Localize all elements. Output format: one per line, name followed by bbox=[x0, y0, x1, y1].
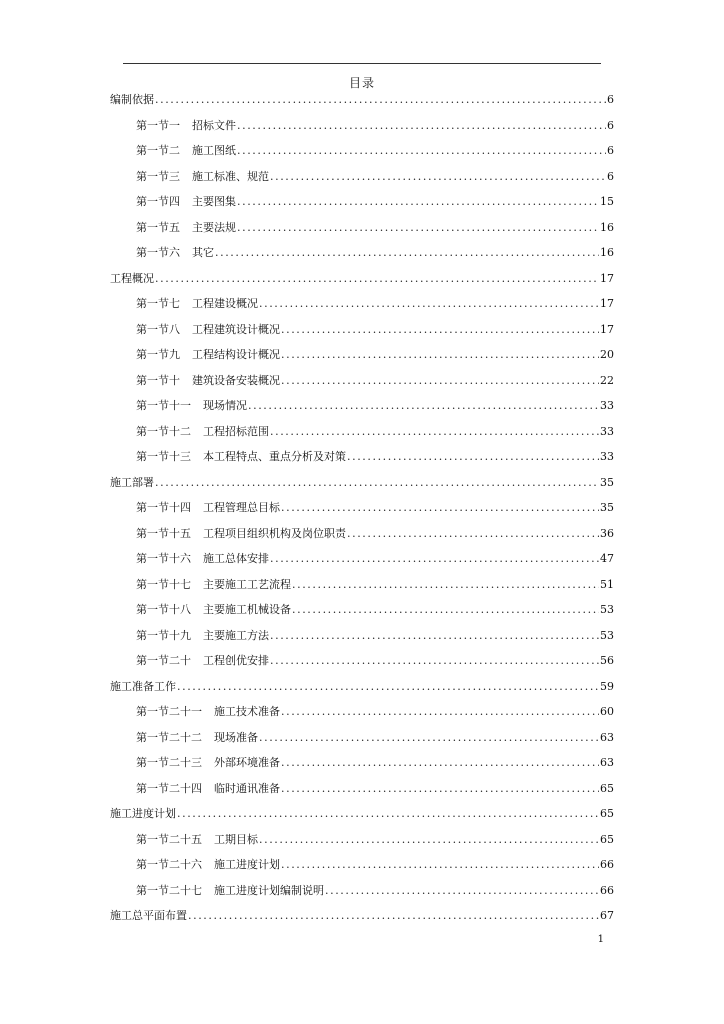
toc-entry-text: 工程管理总目标 bbox=[203, 501, 280, 514]
toc-section-entry[interactable] bbox=[136, 779, 614, 799]
toc-dot-leader bbox=[237, 192, 599, 212]
toc-dot-leader bbox=[259, 294, 599, 314]
toc-section-entry[interactable] bbox=[136, 855, 614, 875]
toc-section-number: 第一节十二 bbox=[136, 424, 191, 438]
toc-section-number: 第一节二十二 bbox=[136, 730, 202, 744]
toc-dot-leader bbox=[270, 651, 599, 671]
toc-dot-leader bbox=[259, 728, 599, 748]
toc-entry-label bbox=[136, 524, 346, 544]
toc-entry-text: 建筑设备安装概况 bbox=[192, 373, 280, 387]
toc-entry-label bbox=[136, 651, 269, 671]
toc-entry-label bbox=[136, 116, 236, 136]
toc-entry-label bbox=[136, 167, 269, 187]
toc-dot-leader bbox=[237, 141, 606, 161]
toc-entry-text: 其它 bbox=[192, 246, 214, 259]
toc-section-entry[interactable] bbox=[136, 422, 614, 442]
toc-dot-leader bbox=[347, 524, 599, 544]
toc-section-number: 第一节九 bbox=[136, 348, 180, 361]
toc-entry-text: 现场情况 bbox=[203, 399, 247, 412]
toc-chapter-entry[interactable] bbox=[110, 269, 614, 289]
toc-dot-leader bbox=[281, 702, 599, 722]
toc-entry-label bbox=[136, 881, 324, 901]
toc-entry-text: 施工进度计划编制说明 bbox=[214, 883, 324, 897]
toc-dot-leader bbox=[155, 90, 606, 110]
toc-section-number: 第一节十三 bbox=[136, 450, 191, 463]
toc-entry-label bbox=[110, 906, 187, 926]
toc-entry-label bbox=[110, 677, 176, 697]
toc-section-number: 第一节六 bbox=[136, 246, 180, 259]
toc-page-number: 6 bbox=[607, 144, 614, 157]
toc-entry-text: 主要法规 bbox=[192, 220, 236, 234]
toc-entry-text: 主要图集 bbox=[192, 195, 236, 208]
toc-entry-text: 工程概况 bbox=[110, 271, 154, 285]
toc-section-number: 第一节四 bbox=[136, 195, 180, 208]
toc-section-entry[interactable] bbox=[136, 702, 614, 722]
toc-entry-label bbox=[136, 498, 280, 518]
toc-section-entry[interactable] bbox=[136, 320, 614, 340]
toc-section-number: 第一节五 bbox=[136, 220, 180, 234]
toc-entry-text: 施工部署 bbox=[110, 475, 154, 489]
toc-page-number: 66 bbox=[600, 858, 614, 871]
toc-section-number: 第一节二十 bbox=[136, 654, 191, 667]
toc-section-entry[interactable] bbox=[136, 218, 614, 238]
toc-page-number: 6 bbox=[607, 169, 614, 183]
toc-entry-text: 现场准备 bbox=[214, 730, 258, 744]
toc-page-number: 16 bbox=[600, 220, 614, 234]
toc-chapter-entry[interactable] bbox=[110, 804, 614, 824]
toc-section-number: 第一节二 bbox=[136, 144, 180, 157]
toc-entry-label bbox=[136, 192, 236, 212]
toc-entry-label bbox=[136, 830, 258, 850]
toc-page-number: 15 bbox=[600, 195, 614, 208]
toc-section-number: 第一节八 bbox=[136, 322, 180, 336]
toc-section-entry[interactable] bbox=[136, 728, 614, 748]
toc-page-number: 65 bbox=[600, 807, 614, 820]
toc-section-number: 第一节十九 bbox=[136, 628, 191, 642]
toc-section-entry[interactable] bbox=[136, 192, 614, 212]
toc-dot-leader bbox=[177, 677, 599, 697]
toc-dot-leader bbox=[155, 269, 599, 289]
toc-entry-text: 施工技术准备 bbox=[214, 705, 280, 718]
toc-section-number: 第一节十 bbox=[136, 373, 180, 387]
toc-section-number: 第一节七 bbox=[136, 297, 180, 310]
toc-section-number: 第一节十七 bbox=[136, 577, 191, 591]
toc-title: 目录 bbox=[348, 76, 375, 90]
toc-section-entry[interactable] bbox=[136, 498, 614, 518]
toc-dot-leader bbox=[281, 498, 599, 518]
toc-section-number: 第一节二十三 bbox=[136, 756, 202, 769]
toc-dot-leader bbox=[270, 167, 606, 187]
toc-section-entry[interactable] bbox=[136, 626, 614, 646]
toc-entry-text: 施工进度计划 bbox=[214, 858, 280, 871]
toc-dot-leader bbox=[188, 906, 599, 926]
toc-entry-label bbox=[136, 600, 291, 620]
toc-dot-leader bbox=[281, 779, 599, 799]
toc-entry-label bbox=[136, 294, 258, 314]
toc-page-number: 33 bbox=[600, 450, 614, 463]
toc-entry-text: 施工总体安排 bbox=[203, 552, 269, 565]
toc-section-entry[interactable] bbox=[136, 396, 614, 416]
toc-page-number: 59 bbox=[600, 679, 614, 693]
toc-section-entry[interactable] bbox=[136, 116, 614, 136]
toc-section-number: 第一节十八 bbox=[136, 603, 191, 616]
toc-chapter-entry[interactable] bbox=[110, 677, 614, 697]
toc-dot-leader bbox=[237, 116, 606, 136]
toc-chapter-entry[interactable] bbox=[110, 473, 614, 493]
toc-dot-leader bbox=[177, 804, 599, 824]
toc-section-number: 第一节二十七 bbox=[136, 883, 202, 897]
toc-dot-leader bbox=[292, 575, 599, 595]
toc-section-entry[interactable] bbox=[136, 575, 614, 595]
toc-page-number: 66 bbox=[600, 883, 614, 897]
toc-entry-text: 工期目标 bbox=[214, 832, 258, 846]
toc-section-entry[interactable] bbox=[136, 753, 614, 773]
toc-entry-text: 工程创优安排 bbox=[203, 654, 269, 667]
toc-entry-text: 工程招标范围 bbox=[203, 424, 269, 438]
toc-entry-text: 编制依据 bbox=[110, 93, 154, 106]
toc-page-number: 60 bbox=[600, 705, 614, 718]
toc-page-number: 35 bbox=[600, 475, 614, 489]
toc-section-number: 第一节十六 bbox=[136, 552, 191, 565]
toc-section-number: 第一节二十五 bbox=[136, 832, 202, 846]
toc-page-number: 6 bbox=[607, 93, 614, 106]
toc-dot-leader bbox=[281, 855, 599, 875]
toc-page-number: 17 bbox=[600, 271, 614, 285]
toc-page-number: 20 bbox=[600, 348, 614, 361]
toc-entry-label bbox=[136, 753, 280, 773]
toc-section-entry[interactable] bbox=[136, 167, 614, 187]
toc-section-number: 第一节二十四 bbox=[136, 781, 202, 795]
toc-dot-leader bbox=[155, 473, 599, 493]
toc-entry-label bbox=[136, 626, 269, 646]
toc-page-number: 33 bbox=[600, 424, 614, 438]
toc-dot-leader bbox=[270, 422, 599, 442]
toc-section-entry[interactable] bbox=[136, 243, 614, 263]
toc-page-number: 65 bbox=[600, 781, 614, 795]
toc-page-number: 63 bbox=[600, 730, 614, 744]
toc-entry-text: 主要施工方法 bbox=[203, 628, 269, 642]
toc-page-number: 53 bbox=[600, 628, 614, 642]
toc-dot-leader bbox=[237, 218, 599, 238]
toc-entry-label bbox=[136, 422, 269, 442]
toc-entry-label bbox=[136, 728, 258, 748]
toc-section-entry[interactable] bbox=[136, 141, 614, 161]
toc-chapter-entry[interactable] bbox=[110, 906, 614, 926]
toc-entry-label bbox=[136, 141, 236, 161]
toc-entry-label bbox=[136, 218, 236, 238]
toc-entry-label bbox=[136, 371, 280, 391]
toc-page-number: 47 bbox=[600, 552, 614, 565]
toc-section-entry[interactable] bbox=[136, 294, 614, 314]
toc-dot-leader bbox=[270, 626, 599, 646]
toc-section-number: 第一节十五 bbox=[136, 526, 191, 540]
toc-section-entry[interactable] bbox=[136, 651, 614, 671]
toc-entry-label bbox=[136, 447, 346, 467]
toc-entry-label bbox=[110, 804, 176, 824]
toc-page-number: 63 bbox=[600, 756, 614, 769]
toc-entry-label bbox=[136, 702, 280, 722]
toc-page-number: 51 bbox=[600, 577, 614, 591]
toc-page-number: 17 bbox=[600, 297, 614, 310]
toc-page-number: 65 bbox=[600, 832, 614, 846]
toc-page-number: 67 bbox=[600, 909, 614, 922]
toc-entry-text: 施工总平面布置 bbox=[110, 909, 187, 922]
toc-page-number: 17 bbox=[600, 322, 614, 336]
toc-page-number: 6 bbox=[607, 118, 614, 132]
toc-entry-label bbox=[136, 243, 214, 263]
toc-page-number: 35 bbox=[600, 501, 614, 514]
toc-entry-text: 工程项目组织机构及岗位职责 bbox=[203, 526, 346, 540]
toc-section-entry[interactable] bbox=[136, 345, 614, 365]
toc-entry-label bbox=[136, 396, 247, 416]
toc-page-number: 16 bbox=[600, 246, 614, 259]
toc-section-entry[interactable] bbox=[136, 549, 614, 569]
toc-section-number: 第一节二十一 bbox=[136, 705, 202, 718]
toc-page-number: 33 bbox=[600, 399, 614, 412]
toc-entry-text: 工程结构设计概况 bbox=[192, 348, 280, 361]
toc-entry-text: 本工程特点、重点分析及对策 bbox=[203, 450, 346, 463]
toc-dot-leader bbox=[281, 753, 599, 773]
header-rule bbox=[123, 63, 601, 64]
toc-entry-text: 招标文件 bbox=[192, 118, 236, 132]
toc-entry-label bbox=[136, 779, 280, 799]
toc-entry-label bbox=[136, 345, 280, 365]
toc-page-number: 56 bbox=[600, 654, 614, 667]
toc-section-entry[interactable] bbox=[136, 881, 614, 901]
toc-section-entry[interactable] bbox=[136, 524, 614, 544]
toc-entry-text: 临时通讯准备 bbox=[214, 781, 280, 795]
toc-entry-text: 施工标准、规范 bbox=[192, 169, 269, 183]
toc-entry-text: 施工图纸 bbox=[192, 144, 236, 157]
toc-entry-text: 工程建设概况 bbox=[192, 297, 258, 310]
toc-page-number: 22 bbox=[600, 373, 614, 387]
toc-section-number: 第一节十一 bbox=[136, 399, 191, 412]
toc-entry-label bbox=[136, 575, 291, 595]
toc-dot-leader bbox=[292, 600, 599, 620]
toc-dot-leader bbox=[259, 830, 599, 850]
toc-dot-leader bbox=[325, 881, 599, 901]
toc-section-entry[interactable] bbox=[136, 447, 614, 467]
toc-chapter-entry[interactable] bbox=[110, 90, 614, 110]
toc-entry-label bbox=[110, 269, 154, 289]
toc-entry-label bbox=[136, 320, 280, 340]
toc-dot-leader bbox=[281, 320, 599, 340]
toc-dot-leader bbox=[270, 549, 599, 569]
toc-section-number: 第一节二十六 bbox=[136, 858, 202, 871]
toc-entry-label bbox=[136, 549, 269, 569]
toc-dot-leader bbox=[281, 371, 599, 391]
toc-entry-text: 主要施工工艺流程 bbox=[203, 577, 291, 591]
toc-entry-label bbox=[110, 473, 154, 493]
toc-section-entry[interactable] bbox=[136, 600, 614, 620]
toc-dot-leader bbox=[248, 396, 599, 416]
toc-section-number: 第一节十四 bbox=[136, 501, 191, 514]
toc-section-number: 第一节一 bbox=[136, 118, 180, 132]
page-number: 1 bbox=[597, 934, 604, 945]
toc-entry-text: 工程建筑设计概况 bbox=[192, 322, 280, 336]
toc-entry-label bbox=[136, 855, 280, 875]
toc-entry-text: 施工准备工作 bbox=[110, 679, 176, 693]
toc-entry-text: 施工进度计划 bbox=[110, 807, 176, 820]
toc-dot-leader bbox=[347, 447, 599, 467]
toc-dot-leader bbox=[215, 243, 599, 263]
toc-section-entry[interactable] bbox=[136, 371, 614, 391]
toc-page-number: 36 bbox=[600, 526, 614, 540]
toc-entry-text: 主要施工机械设备 bbox=[203, 603, 291, 616]
toc-entry-text: 外部环境准备 bbox=[214, 756, 280, 769]
toc-dot-leader bbox=[281, 345, 599, 365]
toc-page-number: 53 bbox=[600, 603, 614, 616]
toc-entry-label bbox=[110, 90, 154, 110]
toc-section-entry[interactable] bbox=[136, 830, 614, 850]
toc-section-number: 第一节三 bbox=[136, 169, 180, 183]
